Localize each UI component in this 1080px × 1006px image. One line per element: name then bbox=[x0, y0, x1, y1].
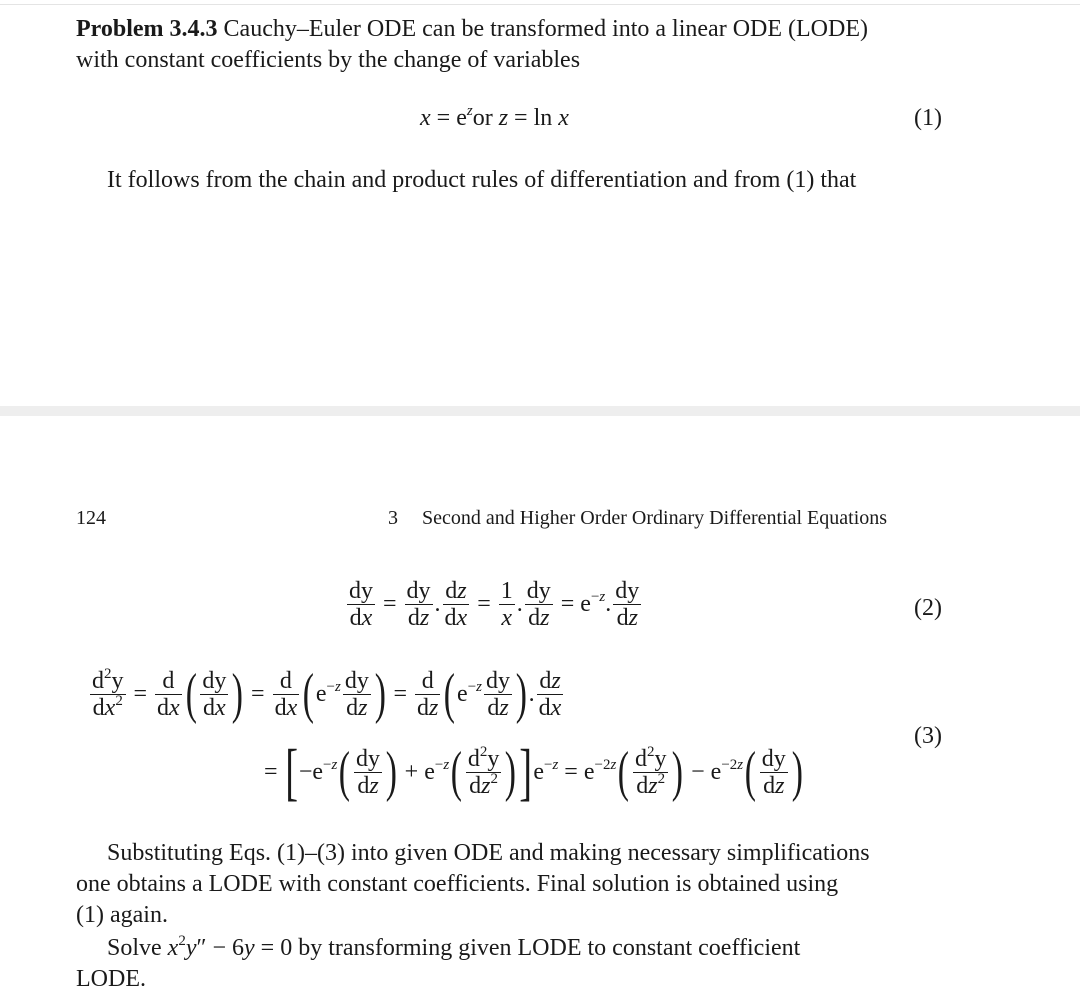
solve-paragraph bbox=[76, 933, 942, 995]
solve-prefix: Solve bbox=[107, 935, 162, 961]
equation-1-number: (1) bbox=[914, 105, 942, 131]
top-divider bbox=[0, 4, 1080, 5]
substituting-paragraph bbox=[76, 838, 942, 931]
equation-3-line1: $\frac{d^2y}{dx^2}$ = $\frac{d}{dx}$ ( $\frac{dy}{dx}$ ) = $\frac{d}{dx}$ ( $e^{-z}$ $\frac{dy}{dz}$ ) = $\frac{d}{dz}$ ( $e^{-z}$ $\frac{dy}{dz}$ ) . $\frac{dz}{dx}$ bbox=[92, 663, 562, 725]
solve-line2: LODE. bbox=[76, 966, 146, 992]
equation-2-number: (2) bbox=[914, 595, 942, 621]
equation-2: $\frac{dy}{dx}$ = $\frac{dy}{dz}$ . $\frac{dz}{dx}$ = $\frac{1}{x}$ . $\frac{dy}{dz}$ = $e^{-z}$. $\frac{dy}{dz}$ bbox=[349, 578, 640, 631]
problem-label: Problem 3.4.3 bbox=[76, 16, 218, 42]
problem-intro-line2: with constant coefficients by the change of variables bbox=[76, 47, 581, 73]
page-number: 124 bbox=[76, 507, 106, 529]
follows-text: It follows from the chain and product rules of differentiation and from (1) that bbox=[107, 167, 857, 193]
substituting-line2: one obtains a LODE with constant coefficients. Final solution is obtained using bbox=[76, 871, 839, 897]
solve-suffix: by transforming given LODE to constant coefficient bbox=[298, 935, 801, 961]
equation-3-line2: = [ $-e^{-z}$ ( $\frac{dy}{dz}$ ) + $e^{-z}$ ( $\frac{d^2y}{dz^2}$ ) ] $e^{-z}$ = $e^{-2z}$ ( $\frac{d^2y}{dz^2}$ ) − $e^{-2z}$ ( $\frac{dy}{dz}$ ) bbox=[264, 736, 803, 807]
problem-statement bbox=[76, 14, 942, 76]
substituting-line3: (1) again. bbox=[76, 902, 168, 928]
chapter-number: 3 bbox=[388, 507, 398, 529]
chapter-title: Second and Higher Order Ordinary Differential Equations bbox=[422, 507, 888, 529]
substituting-line1: Substituting Eqs. (1)–(3) into given ODE and making necessary simplifications bbox=[107, 840, 870, 866]
equation-3-number: (3) bbox=[914, 723, 942, 749]
equation-1: $x = e^zor$ z = ln x bbox=[420, 103, 569, 131]
solve-equation: $x^2y'' - 6y = 0$ bbox=[167, 933, 299, 961]
problem-intro-line1: Cauchy–Euler ODE can be transformed into a linear ODE (LODE) bbox=[223, 16, 868, 42]
page-break bbox=[0, 406, 1080, 416]
